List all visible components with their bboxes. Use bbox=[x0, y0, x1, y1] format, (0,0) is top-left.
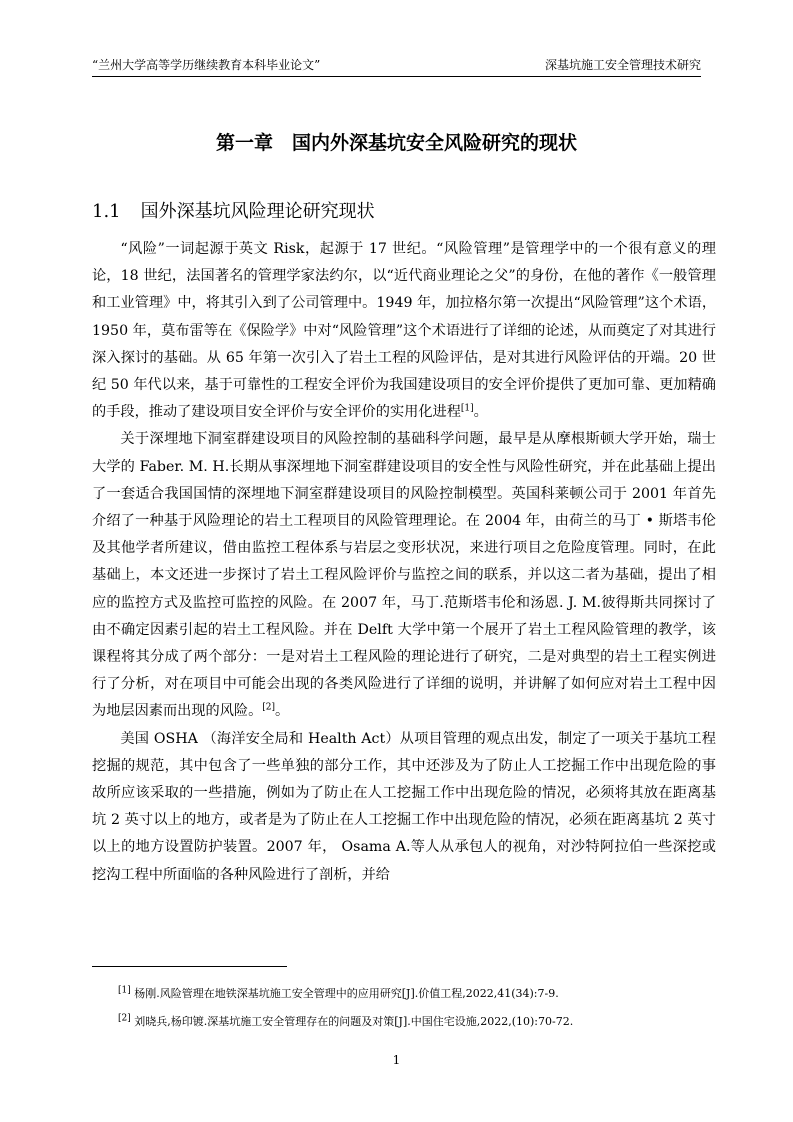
footnote-mark: [2] bbox=[118, 1013, 131, 1024]
paragraph bbox=[92, 236, 716, 426]
section-number: 1.1 bbox=[92, 201, 121, 222]
footnote bbox=[118, 985, 559, 1001]
paragraph-text: 美国 OSHA （海洋安全局和 Health Act）从项目管理的观点出发，制定了一项关于基坑工程挖掘的规范，其中包含了一些单独的部分工作，其中还涉及为了防止人工挖掘工作中出现危险的事故所应该采取的一些措施，例如为了防止在人工挖掘工作中出现危险的情况，必须将其放在距离基坑 2 英寸以上的地方，或者是为了防止在人工挖掘工作中出现危险的情况，必须在距离基坑 2 英寸以上的地方设置防护装置。2007 年， Osama A.等人从承包人的视角，对沙特阿拉伯一些深挖或挖沟工程中所面临的各种风险进行了剖析，并给 bbox=[92, 730, 716, 883]
body-text bbox=[92, 236, 716, 889]
citation-ref[interactable]: [2] bbox=[262, 702, 276, 713]
section-heading bbox=[92, 197, 375, 223]
paragraph-tail: 。 bbox=[473, 404, 488, 421]
citation-ref[interactable]: [1] bbox=[460, 403, 474, 414]
page-number: 1 bbox=[392, 1053, 401, 1067]
paragraph-text: 关于深埋地下洞室群建设项目的风险控制的基础科学问题，最早是从摩根斯顿大学开始，瑞士大学的 Faber. M. H.长期从事深埋地下洞室群建设项目的安全性与风险性研究，并在此基础上提出了一套适合我国国情的深埋地下洞室群建设项目的风险控制模型。英国科莱顿公司于 2001 年首先介绍了一种基于风险理论的岩土工程项目的风险管理理论。在 2004 年，由荷兰的马丁 • 斯塔韦伦及其他学者所建议，借由监控工程体系与岩层之变形状况，来进行项目之危险度管理。同时，在此基础上，本文还进一步探讨了岩土工程风险评价与监控之间的联系，并以这二者为基础，提出了相应的监控方式及监控可监控的风险。在 2007 年，马丁.范斯塔韦伦和汤恩. J. M.彼得斯共同探讨了由不确定因素引起的岩土工程风险。并在 Delft 大学中第一个展开了岩土工程风险管理的教学，该课程将其分成了两个部分：一是对岩土工程风险的理论进行了研究，二是对典型的岩土工程实例进行了分析，对在项目中可能会出现的各类风险进行了详细的说明，并讲解了如何应对岩土工程中因为地层因素而出现的风险。 bbox=[92, 431, 716, 720]
paragraph bbox=[92, 426, 716, 725]
chapter-title: 第一章 国内外深基坑安全风险研究的现状 bbox=[215, 132, 577, 154]
paragraph bbox=[92, 726, 716, 889]
section-title: 国外深基坑风险理论研究现状 bbox=[140, 201, 375, 222]
footnote bbox=[118, 1013, 573, 1029]
footnote-text: 杨刚.风险管理在地铁深基坑施工安全管理中的应用研究[J].价值工程,2022,41(34):7-9. bbox=[134, 987, 559, 1000]
running-header bbox=[92, 56, 701, 77]
footnote-mark: [1] bbox=[118, 985, 131, 996]
header-thesis-label: “兰州大学高等学历继续教育本科毕业论文” bbox=[92, 58, 321, 72]
header-thesis-title: 深基坑施工安全管理技术研究 bbox=[544, 58, 701, 72]
footnote-divider bbox=[92, 966, 287, 967]
footnote-text: 刘晓兵,杨印镀.深基坑施工安全管理存在的问题及对策[J].中国住宅设施,2022,(10):70-72. bbox=[134, 1015, 574, 1028]
paragraph-tail: 。 bbox=[275, 703, 290, 720]
paragraph-text: “风险”一词起源于英文 Risk，起源于 17 世纪。“风险管理”是管理学中的一个很有意义的理论，18 世纪，法国著名的管理学家法约尔，以“近代商业理论之父”的身份，在他的著作《一般管理和工业管理》中，将其引入到了公司管理中。1949 年，加拉格尔第一次提出“风险管理”这个术语，1950 年，莫布雷等在《保险学》中对“风险管理”这个术语进行了详细的论述，从而奠定了对其进行深入探讨的基础。从 65 年第一次引入了岩土工程的风险评估，是对其进行风险评估的开端。20 世纪 50 年代以来，基于可靠性的工程安全评价为我国建设项目的安全评价提供了更加可靠、更加精确的手段，推动了建设项目安全评价与安全评价的实用化进程 bbox=[92, 241, 717, 421]
